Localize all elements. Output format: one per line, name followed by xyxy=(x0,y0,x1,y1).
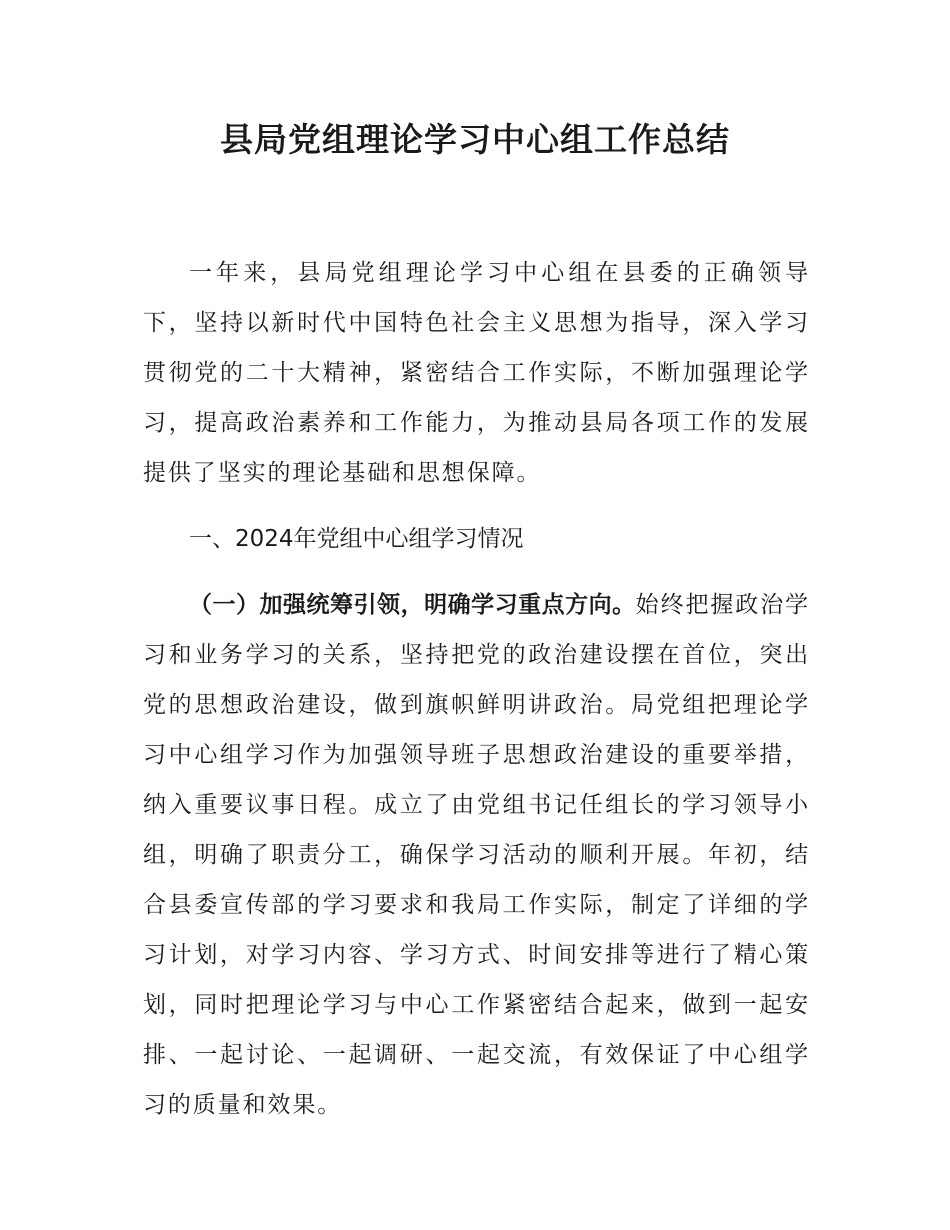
document-body xyxy=(143,248,810,1130)
section-paragraph xyxy=(143,580,810,1130)
paragraph-lead: （一）加强统筹引领，明确学习重点方向。 xyxy=(189,592,636,618)
paragraph-text: 始终把握政治学习和业务学习的关系，坚持把党的政治建设摆在首位，突出党的思想政治建设，做到旗帜鲜明讲政治。局党组把理论学习中心组学习作为加强领导班子思想政治建设的重要举措，纳入重要议事日程。成立了由党组书记任组长的学习领导小组，明确了职责分工，确保学习活动的顺利开展。年初，结合县委宣传部的学习要求和我局工作实际，制定了详细的学习计划，对学习内容、学习方式、时间安排等进行了精心策划，同时把理论学习与中心工作紧密结合起来，做到一起安排、一起讨论、一起调研、一起交流，有效保证了中心组学习的质量和效果。 xyxy=(143,592,811,1118)
document-title: 县局党组理论学习中心组工作总结 xyxy=(220,120,730,159)
intro-paragraph: 一年来，县局党组理论学习中心组在县委的正确领导下，坚持以新时代中国特色社会主义思想为指导，深入学习贯彻党的二十大精神，紧密结合工作实际，不断加强理论学习，提高政治素养和工作能力，为推动县局各项工作的发展提供了坚实的理论基础和思想保障。 xyxy=(143,260,810,486)
section-heading: 一、2024年党组中心组学习情况 xyxy=(189,526,524,552)
